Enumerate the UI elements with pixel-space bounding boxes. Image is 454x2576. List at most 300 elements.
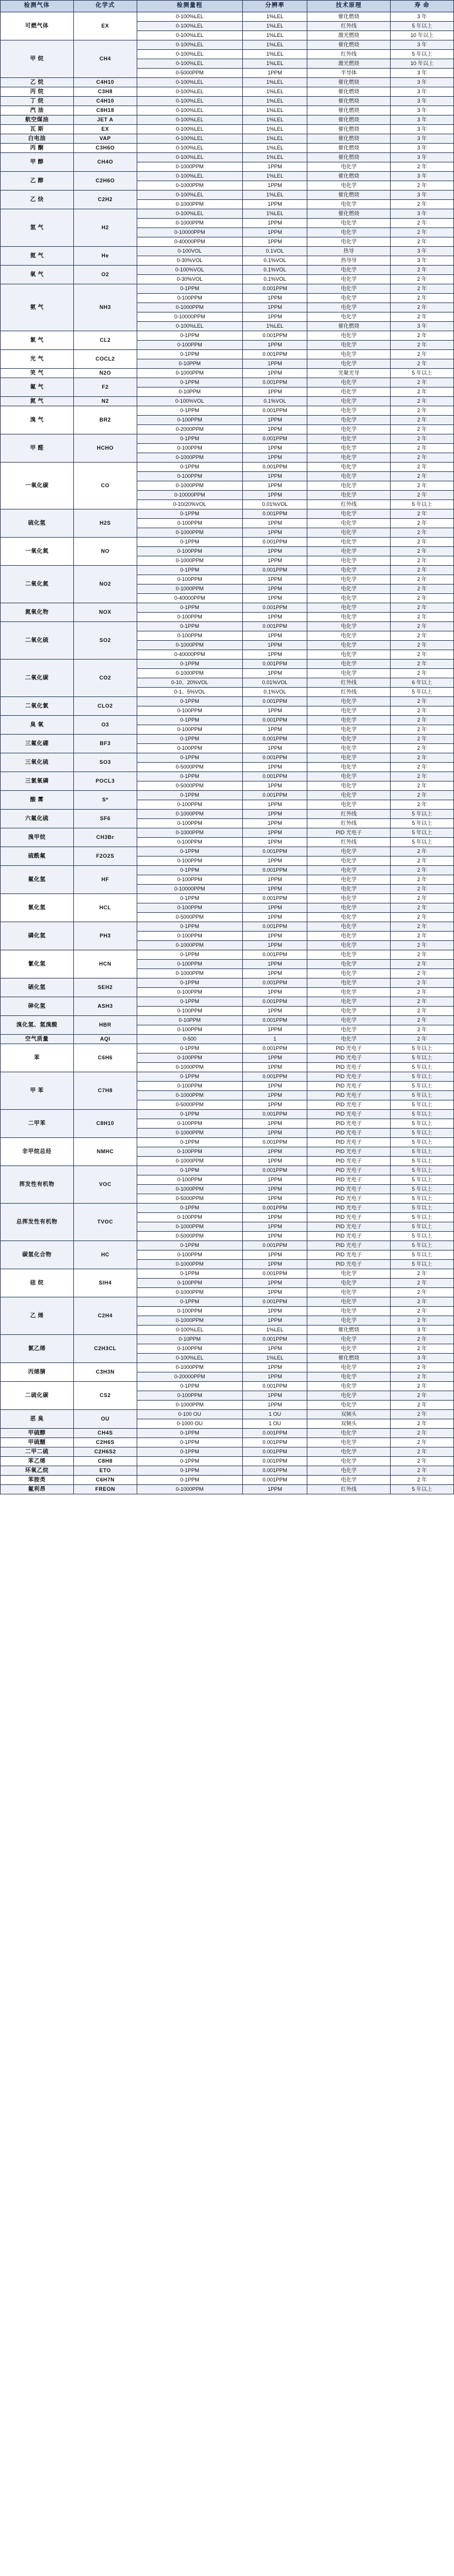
technology-cell: 电化学 [307, 950, 391, 960]
life-cell: 2 年 [390, 1016, 453, 1025]
life-cell: 2 年 [390, 847, 453, 857]
resolution-cell: 1PPM [242, 388, 307, 397]
resolution-cell: 1PPM [242, 744, 307, 753]
range-cell: 0-100%LEL [137, 22, 242, 31]
range-cell: 0-1PPM [137, 1072, 242, 1082]
technology-cell: 电化学 [307, 284, 391, 294]
life-cell: 2 年 [390, 162, 453, 172]
resolution-cell: 1 OU [242, 1419, 307, 1429]
life-cell: 2 年 [390, 697, 453, 706]
table-row [1, 894, 454, 903]
gas-name-cell: 二氧化硫 [1, 622, 74, 660]
gas-name-cell: 乙 炔 [1, 191, 74, 209]
life-cell: 2 年 [390, 519, 453, 528]
life-cell: 5 年以上 [390, 22, 453, 31]
technology-cell: 电化学 [307, 650, 391, 660]
table-row [1, 350, 454, 359]
technology-cell: PID 光电子 [307, 1072, 391, 1082]
technology-cell: 电化学 [307, 913, 391, 922]
table-row [1, 1457, 454, 1466]
resolution-cell: 0.001PPM [242, 1466, 307, 1476]
technology-cell: PID 光电子 [307, 1110, 391, 1119]
range-cell: 0-1PPM [137, 1297, 242, 1307]
technology-cell: 催化燃烧 [307, 134, 391, 144]
life-cell: 2 年 [390, 303, 453, 312]
range-cell: 0-1000PPM [137, 828, 242, 838]
range-cell: 0-1000PPM [137, 219, 242, 228]
technology-cell: PID 光电子 [307, 1063, 391, 1072]
life-cell: 2 年 [390, 275, 453, 284]
life-cell: 2 年 [390, 266, 453, 275]
life-cell: 2 年 [390, 1438, 453, 1447]
resolution-cell: 0.1%VOL [242, 397, 307, 406]
technology-cell: 电化学 [307, 922, 391, 932]
life-cell: 2 年 [390, 359, 453, 369]
range-cell: 0-100PPM [137, 838, 242, 847]
resolution-cell: 1PPM [242, 1485, 307, 1494]
resolution-cell: 1PPM [242, 200, 307, 209]
range-cell: 0-1PPM [137, 434, 242, 444]
life-cell: 2 年 [390, 584, 453, 594]
life-cell: 2 年 [390, 1391, 453, 1401]
technology-cell: 红外线 [307, 1485, 391, 1494]
life-cell: 2 年 [390, 1279, 453, 1288]
life-cell: 2 年 [390, 978, 453, 988]
table-row [1, 1016, 454, 1025]
range-cell: 0-10PPM [137, 359, 242, 369]
resolution-cell: 0.001PPM [242, 1072, 307, 1082]
range-cell: 0-10000PPM [137, 312, 242, 322]
col-header-technology: 技术原理 [307, 1, 391, 12]
range-cell: 0-1000PPM [137, 556, 242, 566]
life-cell: 2 年 [390, 237, 453, 247]
technology-cell: 红外线 [307, 688, 391, 697]
range-cell: 0-1PPM [137, 847, 242, 857]
formula-cell: ASH3 [73, 997, 137, 1016]
range-cell: 0-100PPM [137, 857, 242, 866]
resolution-cell: 1PPM [242, 613, 307, 622]
table-row [1, 1447, 454, 1457]
life-cell: 5 年以上 [390, 1147, 453, 1157]
life-cell: 2 年 [390, 1419, 453, 1429]
resolution-cell: 0.001PPM [242, 1382, 307, 1391]
resolution-cell: 1PPM [242, 1119, 307, 1129]
range-cell: 0-100PPM [137, 1119, 242, 1129]
resolution-cell: 0.1VOL [242, 247, 307, 256]
range-cell: 0-100PPM [137, 341, 242, 350]
resolution-cell: 1PPM [242, 1316, 307, 1326]
range-cell: 0-1PPM [137, 922, 242, 932]
technology-cell: 电化学 [307, 566, 391, 575]
table-row [1, 247, 454, 256]
formula-cell: C2H6S [73, 1438, 137, 1447]
life-cell: 2 年 [390, 200, 453, 209]
table-row [1, 12, 454, 22]
technology-cell: 电化学 [307, 1344, 391, 1354]
range-cell: 0-100%LEL [137, 209, 242, 219]
technology-cell: PID 光电子 [307, 1222, 391, 1232]
technology-cell: 电化学 [307, 294, 391, 303]
formula-cell: H2S [73, 509, 137, 538]
resolution-cell: 1%LEL [242, 97, 307, 106]
technology-cell: 热导导 [307, 256, 391, 266]
range-cell: 0-100VOL [137, 247, 242, 256]
life-cell: 2 年 [390, 650, 453, 660]
range-cell: 0-100%LEL [137, 1354, 242, 1363]
resolution-cell: 1%LEL [242, 78, 307, 87]
life-cell: 3 年 [390, 1326, 453, 1335]
resolution-cell: 0.001PPM [242, 1297, 307, 1307]
resolution-cell: 1PPM [242, 1260, 307, 1269]
technology-cell: 光聚光导 [307, 369, 391, 378]
range-cell: 0-100PPM [137, 1053, 242, 1063]
life-cell: 2 年 [390, 885, 453, 894]
table-row [1, 828, 454, 838]
resolution-cell: 1PPM [242, 481, 307, 491]
table-row [1, 78, 454, 87]
formula-cell: NO [73, 538, 137, 566]
life-cell: 2 年 [390, 894, 453, 903]
technology-cell: 电化学 [307, 331, 391, 341]
table-row [1, 1410, 454, 1419]
technology-cell: 电化学 [307, 716, 391, 725]
table-row [1, 866, 454, 875]
range-cell: 0-100PPM [137, 960, 242, 969]
resolution-cell: 1PPM [242, 875, 307, 885]
technology-cell: PID 光电子 [307, 1147, 391, 1157]
technology-cell: PID 光电子 [307, 1260, 391, 1269]
range-cell: 0-1PPM [137, 566, 242, 575]
gas-name-cell: 苯乙烯 [1, 1457, 74, 1466]
resolution-cell: 1PPM [242, 1213, 307, 1222]
resolution-cell: 0.001PPM [242, 1016, 307, 1025]
resolution-cell: 1PPM [242, 359, 307, 369]
table-row [1, 125, 454, 134]
range-cell: 0-1PPM [137, 978, 242, 988]
technology-cell: 电化学 [307, 575, 391, 584]
resolution-cell: 1PPM [242, 1372, 307, 1382]
resolution-cell: 0.1%VOL [242, 275, 307, 284]
formula-cell: He [73, 247, 137, 266]
resolution-cell: 0.001PPM [242, 406, 307, 416]
resolution-cell: 1 [242, 1035, 307, 1044]
resolution-cell: 0.001PPM [242, 772, 307, 781]
gas-name-cell: 恶 臭 [1, 1410, 74, 1429]
table-row [1, 603, 454, 613]
range-cell: 0-1PPM [137, 406, 242, 416]
life-cell: 5 年以上 [390, 1204, 453, 1213]
gas-name-cell: 氰化氢 [1, 950, 74, 978]
gas-name-cell: 氨 气 [1, 284, 74, 331]
technology-cell: 催化燃烧 [307, 172, 391, 181]
resolution-cell: 1PPM [242, 69, 307, 78]
resolution-cell: 1PPM [242, 491, 307, 500]
range-cell: 0-100%LEL [137, 12, 242, 22]
technology-cell: 电化学 [307, 303, 391, 312]
formula-cell: EX [73, 12, 137, 40]
table-row [1, 1044, 454, 1053]
resolution-cell: 1%LEL [242, 87, 307, 97]
technology-cell: 电化学 [307, 528, 391, 538]
range-cell: 0-1000PPM [137, 584, 242, 594]
range-cell: 0-100PPM [137, 575, 242, 584]
life-cell: 2 年 [390, 1316, 453, 1326]
gas-name-cell: 丙 酮 [1, 144, 74, 153]
table-row [1, 753, 454, 763]
technology-cell: 催化燃烧 [307, 115, 391, 125]
life-cell: 2 年 [390, 284, 453, 294]
range-cell: 0-1PPM [137, 1241, 242, 1250]
technology-cell: PID 光电子 [307, 1175, 391, 1185]
formula-cell: SEH2 [73, 978, 137, 997]
range-cell: 0-100%LEL [137, 322, 242, 331]
resolution-cell: 1PPM [242, 369, 307, 378]
gas-name-cell: 氮 气 [1, 397, 74, 406]
formula-cell: PH3 [73, 922, 137, 950]
range-cell: 0-100%LEL [137, 115, 242, 125]
gas-name-cell: 氟化氢 [1, 866, 74, 894]
technology-cell: 电化学 [307, 275, 391, 284]
resolution-cell: 1PPM [242, 181, 307, 191]
life-cell: 2 年 [390, 312, 453, 322]
technology-cell: 电化学 [307, 978, 391, 988]
life-cell: 5 年以上 [390, 828, 453, 838]
table-row [1, 87, 454, 97]
technology-cell: 电化学 [307, 1016, 391, 1025]
gas-name-cell: 笑 气 [1, 369, 74, 378]
gas-name-cell: 环氧乙烷 [1, 1466, 74, 1476]
technology-cell: 电化学 [307, 538, 391, 547]
range-cell: 0-1000PPM [137, 941, 242, 950]
formula-cell: C4H10 [73, 97, 137, 106]
formula-cell: C3H8 [73, 87, 137, 97]
range-cell: 0-1PPM [137, 1269, 242, 1279]
life-cell: 5 年以上 [390, 1129, 453, 1138]
technology-cell: PID 光电子 [307, 1119, 391, 1129]
life-cell: 2 年 [390, 1466, 453, 1476]
range-cell: 0-100PPM [137, 1250, 242, 1260]
resolution-cell: 1PPM [242, 885, 307, 894]
range-cell: 0-1PPM [137, 463, 242, 472]
formula-cell: C8H18 [73, 106, 137, 115]
life-cell: 6 年以上 [390, 678, 453, 688]
table-row [1, 1204, 454, 1213]
gas-name-cell: 氟 气 [1, 378, 74, 397]
table-header [1, 1, 454, 12]
technology-cell: 电化学 [307, 969, 391, 978]
range-cell: 0-1000PPM [137, 453, 242, 463]
gas-name-cell: 乙 烷 [1, 78, 74, 87]
resolution-cell: 0.1%VOL [242, 256, 307, 266]
life-cell: 2 年 [390, 1007, 453, 1016]
technology-cell: 半导体 [307, 69, 391, 78]
resolution-cell: 1PPM [242, 1082, 307, 1091]
resolution-cell: 1PPM [242, 472, 307, 481]
formula-cell: CL2 [73, 331, 137, 350]
technology-cell: 双频头 [307, 1410, 391, 1419]
formula-cell: HF [73, 866, 137, 894]
life-cell: 5 年以上 [390, 1241, 453, 1250]
range-cell: 0-10000PPM [137, 228, 242, 237]
resolution-cell: 0.001PPM [242, 284, 307, 294]
resolution-cell: 0.001PPM [242, 894, 307, 903]
range-cell: 0-100PPM [137, 1147, 242, 1157]
range-cell: 0-1000PPM [137, 162, 242, 172]
life-cell: 3 年 [390, 97, 453, 106]
formula-cell: VAP [73, 134, 137, 144]
technology-cell: 电化学 [307, 763, 391, 772]
life-cell: 2 年 [390, 660, 453, 669]
range-cell: 0-1000PPM [137, 1485, 242, 1494]
table-row [1, 172, 454, 181]
formula-cell: HCL [73, 894, 137, 922]
range-cell: 0-1PPM [137, 378, 242, 388]
technology-cell: 电化学 [307, 1476, 391, 1485]
technology-cell: 热导 [307, 247, 391, 256]
technology-cell: 电化学 [307, 509, 391, 519]
technology-cell: 红外线 [307, 810, 391, 819]
life-cell: 5 年以上 [390, 1119, 453, 1129]
technology-cell: 电化学 [307, 1401, 391, 1410]
table-row [1, 144, 454, 153]
range-cell: 0-1PPM [137, 603, 242, 613]
life-cell: 2 年 [390, 416, 453, 425]
life-cell: 2 年 [390, 1307, 453, 1316]
life-cell: 2 年 [390, 434, 453, 444]
table-body [1, 12, 454, 1494]
technology-cell: 电化学 [307, 885, 391, 894]
formula-cell: EX [73, 125, 137, 134]
range-cell: 0-100%LEL [137, 97, 242, 106]
life-cell: 2 年 [390, 997, 453, 1007]
table-row [1, 1269, 454, 1279]
life-cell: 2 年 [390, 1476, 453, 1485]
technology-cell: 电化学 [307, 1307, 391, 1316]
range-cell: 0-1PPM [137, 1447, 242, 1457]
technology-cell: 电化学 [307, 847, 391, 857]
range-cell: 0-100%LEL [137, 40, 242, 50]
technology-cell: 红外线 [307, 678, 391, 688]
resolution-cell: 1PPM [242, 341, 307, 350]
table-row [1, 1166, 454, 1175]
range-cell: 0-1000PPM [137, 1129, 242, 1138]
life-cell: 10 年以上 [390, 31, 453, 40]
life-cell: 2 年 [390, 1382, 453, 1391]
formula-cell: SO3 [73, 753, 137, 772]
technology-cell: 催化燃烧 [307, 78, 391, 87]
resolution-cell: 1PPM [242, 706, 307, 716]
technology-cell: PID 光电子 [307, 1129, 391, 1138]
technology-cell: 电化学 [307, 406, 391, 416]
range-cell: 0-100PPM [137, 932, 242, 941]
life-cell: 2 年 [390, 857, 453, 866]
technology-cell: 电化学 [307, 932, 391, 941]
range-cell: 0-1000PPM [137, 1222, 242, 1232]
range-cell: 0-1PPM [137, 1438, 242, 1447]
range-cell: 0-5000PPM [137, 69, 242, 78]
technology-cell: 电化学 [307, 472, 391, 481]
life-cell: 2 年 [390, 219, 453, 228]
table-row [1, 209, 454, 219]
life-cell: 2 年 [390, 706, 453, 716]
table-row [1, 434, 454, 444]
gas-name-cell: 空气质量 [1, 1035, 74, 1044]
range-cell: 0-1PPM [137, 284, 242, 294]
gas-name-cell: 丁 烷 [1, 97, 74, 106]
life-cell: 2 年 [390, 1297, 453, 1307]
range-cell: 0-100PPM [137, 725, 242, 735]
range-cell: 0-1000PPM [137, 1157, 242, 1166]
life-cell: 3 年 [390, 256, 453, 266]
technology-cell: 电化学 [307, 350, 391, 359]
gas-name-cell: 碳氢化合物 [1, 1241, 74, 1269]
table-row [1, 1241, 454, 1250]
formula-cell: C8H8 [73, 1457, 137, 1466]
resolution-cell: 0.001PPM [242, 950, 307, 960]
resolution-cell: 0.001PPM [242, 1044, 307, 1053]
gas-name-cell: 乙 烯 [1, 1297, 74, 1335]
col-header-life: 寿 命 [390, 1, 453, 12]
technology-cell: 电化学 [307, 753, 391, 763]
resolution-cell: 1%LEL [242, 134, 307, 144]
table-row [1, 1363, 454, 1372]
resolution-cell: 1PPM [242, 988, 307, 997]
formula-cell: C2H2 [73, 191, 137, 209]
gas-name-cell: 二硫化碳 [1, 1382, 74, 1410]
table-row [1, 1438, 454, 1447]
technology-cell: 电化学 [307, 631, 391, 641]
range-cell: 0-100%VOL [137, 266, 242, 275]
technology-cell: 电化学 [307, 1007, 391, 1016]
range-cell: 0-30%VOL [137, 256, 242, 266]
formula-cell: C3H3N [73, 1363, 137, 1382]
life-cell: 5 年以上 [390, 1063, 453, 1072]
range-cell: 0-1PPM [137, 1457, 242, 1466]
range-cell: 0-10000PPM [137, 491, 242, 500]
range-cell: 0-100PPM [137, 800, 242, 810]
table-row [1, 1035, 454, 1044]
resolution-cell: 0.001PPM [242, 753, 307, 763]
range-cell: 0-1PPM [137, 950, 242, 960]
life-cell: 2 年 [390, 969, 453, 978]
resolution-cell: 1PPM [242, 584, 307, 594]
life-cell: 2 年 [390, 735, 453, 744]
range-cell: 0-100PPM [137, 294, 242, 303]
gas-name-cell: 苯 [1, 1044, 74, 1072]
life-cell: 2 年 [390, 866, 453, 875]
technology-cell: 电化学 [307, 941, 391, 950]
life-cell: 2 年 [390, 988, 453, 997]
range-cell: 0-100PPM [137, 744, 242, 753]
range-cell: 0-100%LEL [137, 153, 242, 162]
life-cell: 5 年以上 [390, 1194, 453, 1204]
range-cell: 0-1000PPM [137, 303, 242, 312]
table-row [1, 791, 454, 800]
formula-cell: HBR [73, 1016, 137, 1035]
range-cell: 0-100PPM [137, 819, 242, 828]
technology-cell: 电化学 [307, 875, 391, 885]
range-cell: 0-1000PPM [137, 481, 242, 491]
range-cell: 0-100%LEL [137, 59, 242, 69]
resolution-cell: 1PPM [242, 810, 307, 819]
technology-cell: PID 光电子 [307, 1082, 391, 1091]
formula-cell: NO2 [73, 566, 137, 603]
range-cell: 0-1PPM [137, 1138, 242, 1147]
life-cell: 3 年 [390, 191, 453, 200]
resolution-cell: 1%LEL [242, 172, 307, 181]
range-cell: 0-20000PPM [137, 1372, 242, 1382]
life-cell: 2 年 [390, 744, 453, 753]
